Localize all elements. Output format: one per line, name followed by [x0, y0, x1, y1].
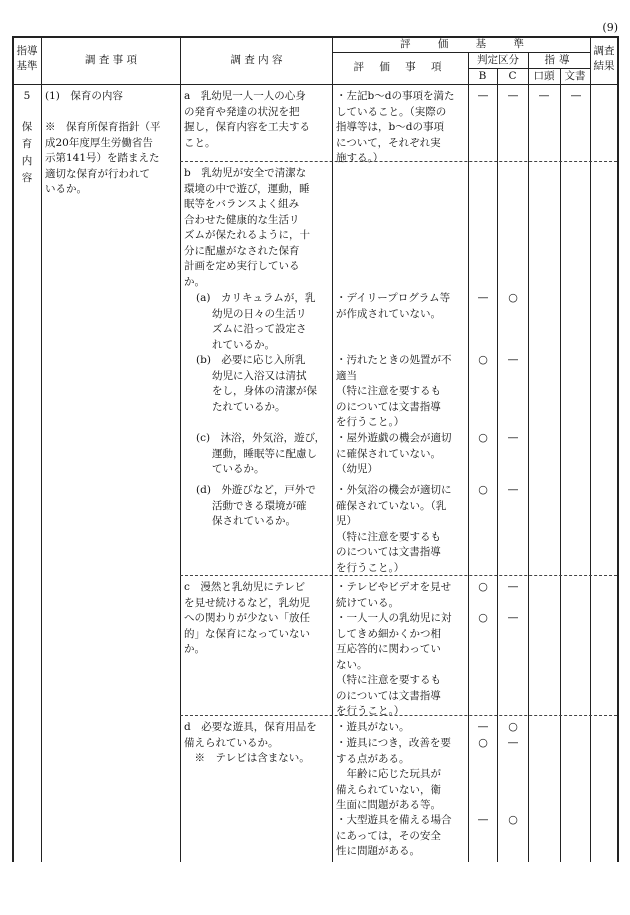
row-a-b-mark: — — [477, 89, 489, 102]
row-c-content-line: か。 — [184, 643, 205, 655]
standard-title: 保育内容 — [21, 121, 33, 184]
row-b-sub-eval-line: 適当 — [336, 369, 357, 382]
row-b-sub-eval-line: 児） — [336, 515, 357, 527]
row-c-content-line: を見せ続けるなど，乳幼児 — [184, 596, 310, 609]
row-d-c-mark: — — [507, 736, 519, 749]
header-oral: 口頭 — [533, 70, 555, 82]
row-d-b-mark: ○ — [478, 736, 488, 749]
row-a-oral-mark: — — [538, 89, 550, 102]
row-b-sub-content-line: ズムに沿って設定さ — [212, 323, 307, 335]
row-b-sub-eval-line: を行うこと。） — [336, 416, 405, 428]
row-d-content-line: 備えられているか。 — [184, 736, 279, 749]
header-survey-item: 調 査 事 項 — [84, 54, 137, 66]
header-evaluation-standard: 評 価 基 準 — [399, 38, 536, 50]
row-b-content-line: 環境の中で遊び，運動，睡 — [184, 182, 310, 195]
row-b-sub-content-line: たれているか。 — [212, 400, 286, 413]
row-b-sub-content-line: 幼児に入浴又は清拭 — [212, 369, 307, 382]
row-b-sub-b-mark: ○ — [478, 431, 488, 444]
header-c: C — [508, 70, 517, 82]
survey-item-line: 示第141号）を踏まえた — [45, 152, 160, 164]
row-d-c-mark: ○ — [508, 720, 518, 733]
survey-item-line: ※ 保育所保育指針（平 — [45, 121, 161, 133]
row-d-content-line: d 必要な遊具，保育用品を — [184, 721, 317, 733]
row-d-eval-line: ・大型遊具を備える場合 — [336, 814, 452, 826]
row-b-content-line: 眠等をバランスよく組み — [184, 198, 300, 210]
row-b-sub-c-mark: ○ — [508, 291, 518, 304]
row-d-b-mark: — — [477, 720, 489, 733]
row-a-content-line: a 乳幼児一人一人の心身 — [184, 90, 306, 102]
row-a-document-mark: — — [570, 89, 582, 102]
row-d-c-mark: ○ — [508, 813, 518, 826]
header-result — [591, 44, 617, 74]
row-c-eval-line: を行うこと。） — [336, 705, 405, 717]
row-a-content-line: の発育や発達の状況を把 — [184, 105, 300, 118]
row-b-sub-content-line: 活動できる環境が確 — [212, 499, 307, 512]
row-c-eval-line: 続けている。 — [336, 596, 399, 609]
row-d-eval-line: ・遊具につき，改善を要 — [336, 737, 451, 749]
row-d-content-line: ※ テレビは含まない。 — [184, 752, 310, 764]
row-b-sub-c-mark: — — [507, 353, 519, 366]
row-b-content-line: 分に配慮がなされた保育 — [184, 244, 300, 257]
row-c-c-mark: — — [507, 611, 519, 624]
row-c-eval-line: のについては文書指導 — [336, 689, 441, 702]
row-a-eval-line: していること。（実際の — [336, 105, 447, 118]
row-d-b-mark: — — [477, 813, 489, 826]
header-document: 文書 — [564, 70, 586, 82]
row-d-eval-line: 性に問題がある。 — [336, 845, 420, 857]
row-c-content-line: への関わりが少ない「放任 — [184, 612, 310, 624]
header-result-line2: 結果 — [593, 60, 615, 72]
row-b-content-line: ズムが保たれるように，十 — [184, 229, 310, 241]
row-d-eval-line: 備えられていない，衛 — [336, 783, 441, 796]
standard-number: 5 — [23, 90, 31, 102]
row-c-b-mark: ○ — [478, 611, 488, 624]
row-b-sub-content-line: れているか。 — [212, 338, 275, 351]
row-b-sub-eval-line: のについては文書指導 — [336, 400, 441, 413]
row-a-eval-line: ・左記b～dの事項を満た — [336, 90, 455, 102]
row-b-sub-content-line: ているか。 — [212, 463, 265, 475]
header-survey-content: 調 査 内 容 — [230, 54, 283, 66]
row-b-sub-eval-line: に確保されていない。 — [336, 447, 441, 460]
survey-item-line: (1) 保育の内容 — [45, 90, 123, 102]
row-c-b-mark: ○ — [478, 580, 488, 593]
row-b-sub-content-line: (b) 必要に応じ入所乳 — [196, 354, 306, 366]
row-b-sub-content-line: (d) 外遊びなど，戸外で — [196, 484, 316, 496]
header-judgement: 判定区分 — [477, 54, 519, 66]
row-b-sub-eval-line: （特に注意を要するも — [336, 385, 441, 397]
row-b-sub-b-mark: ○ — [478, 483, 488, 496]
row-b-sub-eval-line: 確保されていない。（乳 — [336, 499, 447, 512]
row-a-eval-line: 指導等は，b～dの事項 — [336, 121, 444, 133]
row-b-sub-eval-line: ・デイリープログラム等 — [336, 292, 451, 304]
row-b-content-line: 合わせた健康的な生活リ — [184, 213, 300, 226]
row-d-eval-line: 生面に問題がある等。 — [336, 799, 441, 811]
row-a-eval-line: について，それぞれ実 — [336, 136, 441, 149]
page-number: (9) — [602, 21, 618, 34]
row-b-sub-content-line: 運動，睡眠等に配慮し — [212, 447, 317, 460]
row-b-sub-content-line: 保されているか。 — [212, 515, 296, 527]
survey-item-line: 成20年度厚生労働省告 — [45, 136, 153, 149]
row-b-sub-b-mark: — — [477, 291, 489, 304]
row-b-sub-c-mark: — — [507, 431, 519, 444]
row-c-eval-line: ・テレビやビデオを見せ — [336, 581, 452, 593]
row-b-sub-content-line: をし，身体の清潔が保 — [212, 385, 317, 397]
row-b-sub-b-mark: ○ — [478, 353, 488, 366]
row-d-eval-line: ・遊具がない。 — [336, 721, 410, 733]
header-standard-line1: 指導 — [16, 45, 38, 57]
row-c-eval-line: ない。 — [336, 658, 368, 671]
row-b-sub-content-line: 幼児の日々の生活リ — [212, 307, 307, 320]
header-result-line1: 調査 — [593, 45, 615, 57]
row-c-eval-line: 互応答的に関わってい — [336, 643, 441, 655]
survey-item-line: 適切な保育が行われて — [45, 167, 150, 180]
row-b-sub-content-line: (c) 沐浴，外気浴，遊び， — [196, 432, 326, 444]
row-b-sub-eval-line: ・外気浴の機会が適切に — [336, 484, 452, 496]
row-a-content-line: 握し，保育内容を工夫する — [184, 121, 310, 133]
row-a-c-mark: — — [507, 89, 519, 102]
row-b-sub-eval-line: （幼児） — [336, 463, 378, 475]
header-evaluation-item: 評 価 事 項 — [353, 61, 448, 73]
row-b-content-line: か。 — [184, 275, 205, 288]
row-a-content-line: こと。 — [184, 136, 216, 149]
row-b-content-line: 計画を定め実行している — [184, 260, 300, 272]
row-c-content-line: 的」な保育になっていない — [184, 627, 310, 640]
header-standard — [13, 44, 41, 74]
header-guidance: 指導 — [544, 54, 574, 66]
row-d-eval-line: する点がある。 — [336, 752, 410, 765]
row-b-sub-eval-line: が作成されていない。 — [336, 307, 441, 320]
row-c-eval-line: ・一人一人の乳幼児に対 — [336, 612, 452, 624]
row-b-sub-eval-line: ・汚れたときの処置が不 — [336, 354, 452, 366]
row-c-eval-line: （特に注意を要するも — [336, 674, 441, 686]
row-b-content-line: b 乳幼児が安全で清潔な — [184, 167, 307, 179]
header-b: B — [478, 70, 487, 82]
survey-item-line: いるか。 — [45, 183, 87, 195]
row-b-sub-content-line: (a) カリキュラムが，乳 — [196, 292, 316, 304]
header-standard-line2: 基準 — [16, 60, 38, 72]
row-b-sub-eval-line: のについては文書指導 — [336, 546, 441, 558]
row-c-eval-line: してきめ細かくかつ相 — [336, 627, 441, 640]
row-d-eval-line: にあっては，その安全 — [336, 829, 441, 842]
row-b-sub-eval-line: ・屋外遊戯の機会が適切 — [336, 432, 452, 444]
row-b-sub-eval-line: （特に注意を要するも — [336, 530, 441, 543]
row-d-eval-line: 年齢に応じた玩具が — [336, 768, 441, 780]
row-b-sub-eval-line: を行うこと。） — [336, 561, 405, 574]
row-c-c-mark: — — [507, 580, 519, 593]
row-c-content-line: c 漫然と乳幼児にテレビ — [184, 581, 306, 593]
row-a-eval-line: 施する。） — [336, 152, 384, 164]
row-b-sub-c-mark: — — [507, 483, 519, 496]
